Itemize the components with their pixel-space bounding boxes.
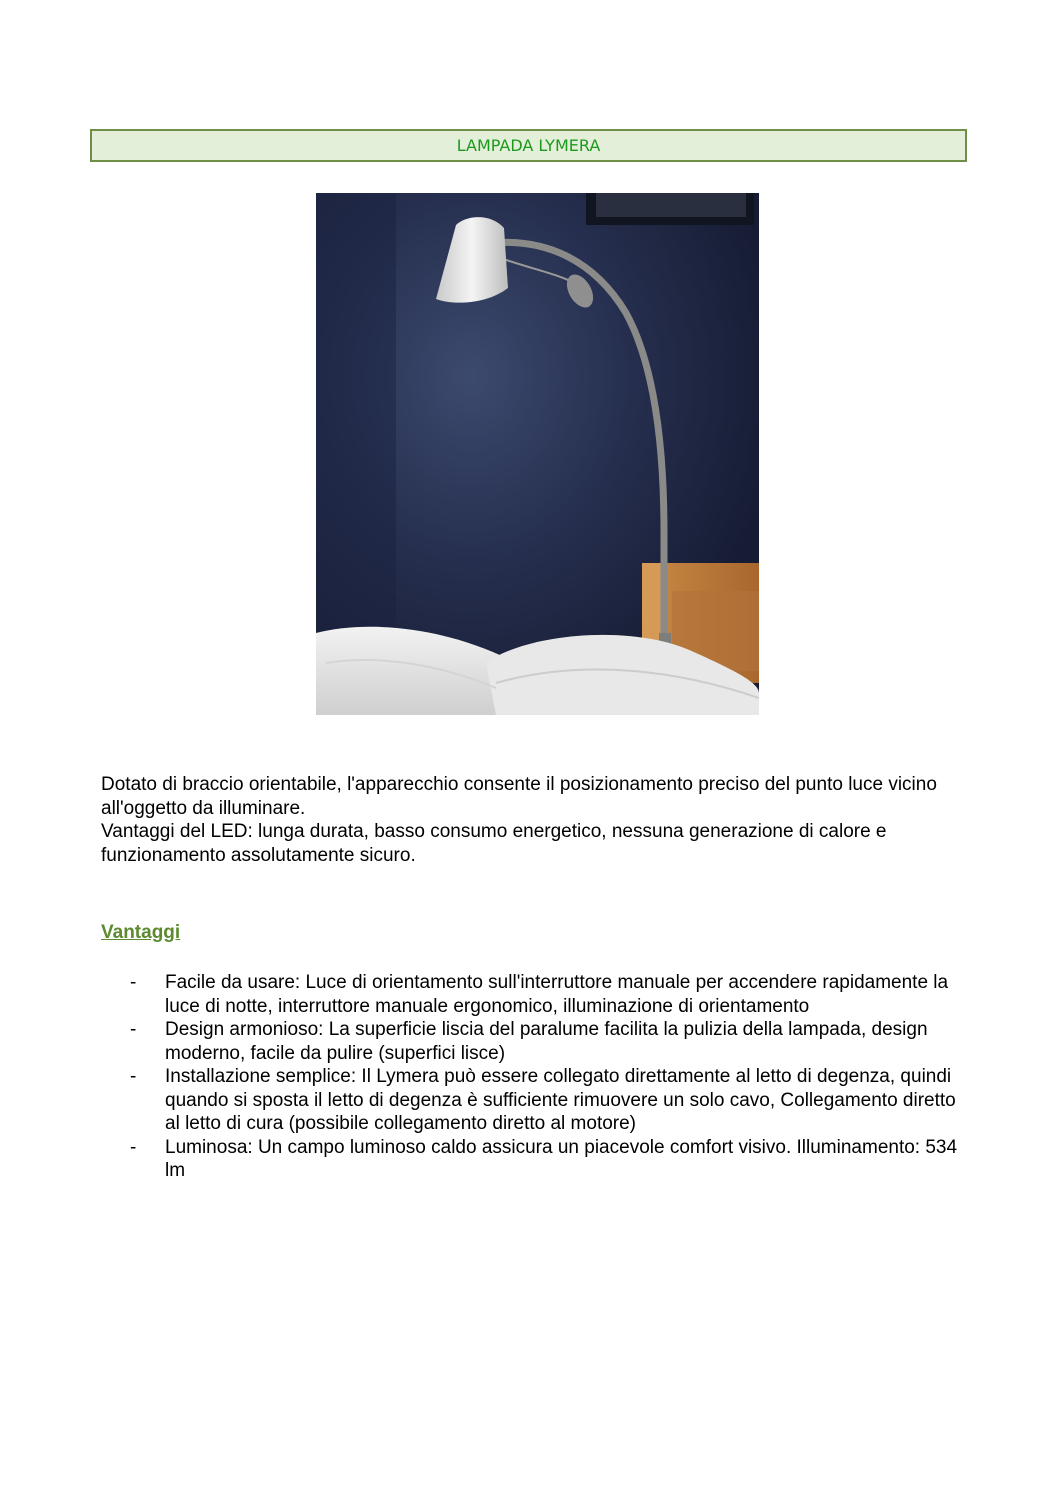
intro-text — [101, 773, 961, 867]
list-item — [130, 1136, 960, 1183]
list-item-text: Design armonioso: La superficie liscia del paralume facilita la pulizia della lampada, design moderno, facile da pulire (superfici lisce) — [165, 1019, 928, 1064]
intro-paragraph: Dotato di braccio orientabile, l'apparecchio consente il posizionamento preciso del punto luce vicino all'oggetto da illuminare. — [101, 774, 937, 819]
bullet-dash: - — [130, 972, 137, 993]
list-item — [130, 1018, 960, 1065]
document-title: LAMPADA LYMERA — [90, 129, 967, 162]
bullet-dash: - — [130, 1066, 137, 1087]
section-heading-vantaggi: Vantaggi — [101, 922, 181, 943]
bullet-dash: - — [130, 1136, 137, 1158]
advantages-list — [130, 971, 960, 1183]
list-item-text: Installazione semplice: Il Lymera può essere collegato direttamente al letto di degenza, quindi quando si sposta il letto di degenza è sufficiente rimuovere un solo cavo, Collegamento diretto al letto di cura (possibile collegamento diretto al motore) — [165, 1066, 956, 1134]
list-item — [130, 971, 960, 1018]
bullet-dash: - — [130, 1019, 137, 1040]
led-advantages-paragraph: Vantaggi del LED: lunga durata, basso consumo energetico, nessuna generazione di calore e funzionamento assolutamente sicuro. — [101, 821, 887, 866]
product-photo-lamp — [316, 193, 759, 715]
list-item — [130, 1065, 960, 1136]
list-item-text: Luminosa: Un campo luminoso caldo assicura un piacevole comfort visivo. Illuminamento: 534 lm — [165, 1136, 958, 1181]
list-item-text: Facile da usare: Luce di orientamento sull'interruttore manuale per accendere rapidamente la luce di notte, interruttore manuale ergonomico, illuminazione di orientamento — [165, 972, 949, 1017]
